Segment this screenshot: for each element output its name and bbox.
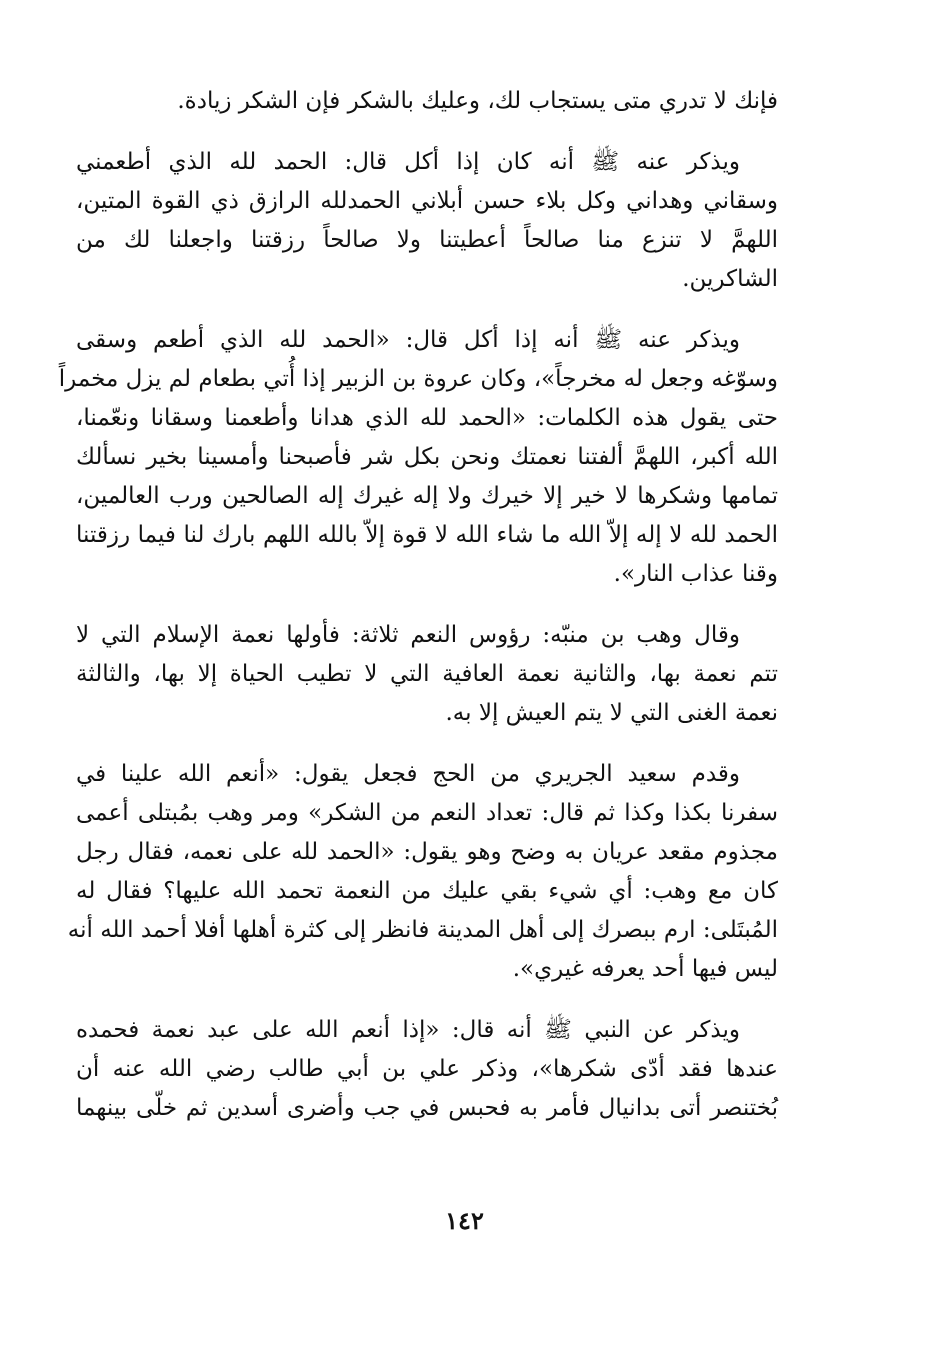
text-line: ويذكر عنه ﷺ أنه كان إذا أكل قال: الحمد لله الذي أطعمني [76, 149, 740, 175]
text-line: وسوّغه وجعل له مخرجاً»، وكان عروة بن الزبير إذا أُتي بطعام لم يزل مخمراً [58, 366, 778, 392]
text-line: وقدم سعيد الجريري من الحج فجعل يقول: «أنعم الله علينا في [76, 761, 740, 787]
text-line: الله أكبر، اللهمَّ ألفتنا نعمتك ونحن بكل شر فأصبحنا وأمسينا بخير نسألك [76, 444, 778, 470]
text-line: سفرنا بكذا وكذا ثم قال: تعداد النعم من الشكر» ومر وهب بمُبتلى أعمى [76, 800, 778, 826]
paragraph-3 [58, 321, 778, 594]
paragraph-1 [76, 82, 778, 121]
text-line: ويذكر عن النبي ﷺ أنه قال: «إذا أنعم الله على عبد نعمة فحمده [76, 1017, 740, 1043]
text-line: تتم نعمة بها، والثانية نعمة العافية التي لا تطيب الحياة إلا بها، والثالثة [76, 661, 778, 687]
text-line: المُبتَلى: ارم ببصرك إلى أهل المدينة فانظر إلى كثرة أهلها أفلا أحمد الله أنه [67, 917, 778, 943]
paragraph-5 [67, 755, 778, 989]
text-line: وسقاني وهداني وكل بلاء حسن أبلاني الحمدلله الرازق ذي القوة المتين، [76, 188, 778, 214]
text-line: مجذوم مقعد عريان به وضح وهو يقول: «الحمد لله على نعمه، فقال رجل [76, 839, 778, 865]
text-line: فإنك لا تدري متى يستجاب لك، وعليك بالشكر فإن الشكر زيادة. [177, 88, 778, 114]
text-line: اللهمَّ لا تنزع منا صالحاً أعطيتنا ولا صالحاً رزقتنا واجعلنا لك من [76, 227, 778, 253]
text-line: وقال وهب بن منبّه: رؤوس النعم ثلاثة: فأولها نعمة الإسلام التي لا [76, 622, 740, 648]
text-line: الحمد لله لا إله إلاّ الله ما شاء الله لا قوة إلاّ بالله اللهم بارك لنا فيما رزقتنا [76, 522, 778, 548]
paragraph-2 [76, 143, 778, 299]
page-body [58, 82, 778, 1150]
text-line: نعمة الغنى التي لا يتم العيش إلا به. [445, 700, 778, 726]
text-line: عندها فقد أدّى شكرها»، وذكر علي بن أبي طالب رضي الله عنه أن [76, 1056, 778, 1082]
text-line: كان مع وهب: أي شيء بقي عليك من النعمة تحمد الله عليها؟ فقال له [76, 878, 778, 904]
text-line: وقنا عذاب النار». [613, 561, 778, 587]
paragraph-6 [76, 1011, 778, 1128]
text-line: بُختنصر أتى بدانيال فأمر به فحبس في جب وأضرى أسدين ثم خلّى بينهما [76, 1095, 778, 1121]
paragraph-4 [76, 616, 778, 733]
text-line: الشاكرين. [682, 266, 778, 292]
text-line: تمامها وشكرها لا خير إلا خيرك ولا إله غيرك إله الصالحين ورب العالمين، [76, 483, 778, 509]
page-number: ١٤٢ [445, 1206, 484, 1235]
text-line: ليس فيها أحد يعرفه غيري». [512, 956, 778, 982]
text-line: حتى يقول هذه الكلمات: «الحمد لله الذي هدانا وأطعمنا وسقانا ونعّمنا، [76, 405, 778, 431]
text-line: ويذكر عنه ﷺ أنه إذا أكل قال: «الحمد لله الذي أطعم وسقى [76, 327, 740, 353]
